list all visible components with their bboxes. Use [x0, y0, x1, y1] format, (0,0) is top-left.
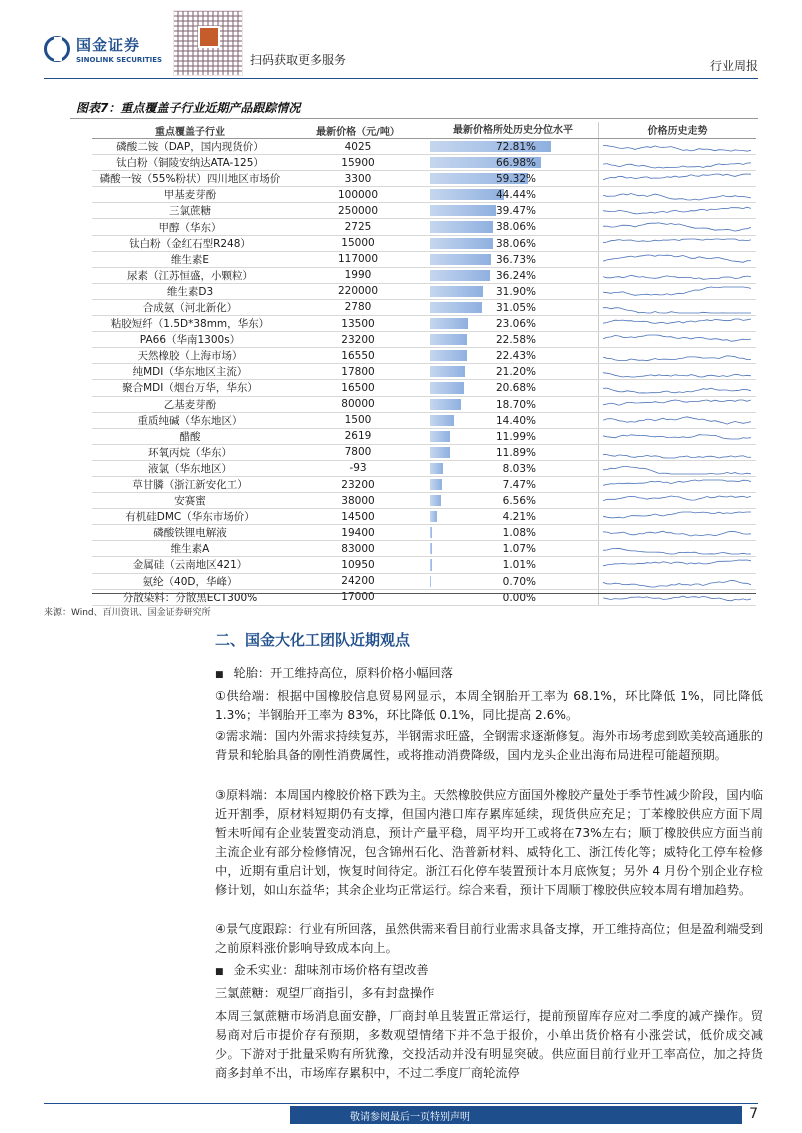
percentile-value: 31.90% — [495, 285, 536, 298]
percentile-value: 11.99% — [495, 430, 536, 443]
price-trend-cell — [598, 541, 756, 556]
latest-price: 24200 — [341, 575, 375, 588]
table-row — [92, 445, 756, 461]
percentile-cell — [428, 477, 598, 492]
percentile-cell — [428, 284, 598, 299]
price-trend-cell — [598, 509, 756, 524]
product-name: 尿素（江苏恒盛，小颗粒） — [127, 269, 253, 282]
trend-line — [603, 454, 751, 458]
trend-line — [603, 400, 751, 405]
para-prosperity: ④景气度跟踪：行业有所回落，虽然供需来看目前行业需求具备支撑，开工维持高位；但是盈利端受到之前原料涨价影响导致成本向上。 — [215, 922, 763, 955]
table-row — [92, 219, 756, 235]
product-name: 纯MDI（华东地区主流） — [132, 366, 248, 379]
col-header-name: 重点覆盖子行业 — [155, 126, 225, 138]
qr-center-logo — [198, 26, 220, 48]
product-name: 甲基麦芽酚 — [163, 189, 217, 202]
product-name: 磷酸二铵（DAP，国内现货价） — [116, 141, 264, 154]
table-row — [92, 284, 756, 300]
trend-line — [603, 319, 751, 324]
product-name: 钛白粉（金红石型R248） — [129, 237, 251, 250]
percentile-cell — [428, 348, 598, 363]
percentile-cell — [428, 574, 598, 589]
table-row — [92, 557, 756, 573]
percentile-cell — [428, 316, 598, 331]
price-trend-cell — [598, 268, 756, 283]
trend-sparkline — [603, 543, 751, 555]
table-row — [92, 268, 756, 284]
trend-sparkline — [603, 334, 751, 346]
percentile-cell — [428, 236, 598, 251]
latest-price: 23200 — [341, 478, 375, 491]
percentile-value: 8.03% — [502, 462, 536, 475]
percentile-bar — [430, 286, 483, 297]
trend-sparkline — [603, 382, 751, 394]
trend-sparkline — [603, 221, 751, 233]
price-trend-cell — [598, 187, 756, 202]
price-trend-cell — [598, 364, 756, 379]
figure-title: 图表7：重点覆盖子行业近期产品跟踪情况 — [76, 101, 301, 115]
percentile-value: 22.43% — [495, 350, 536, 363]
trend-line — [603, 223, 751, 231]
trend-sparkline — [603, 431, 751, 443]
table-row — [92, 461, 756, 477]
percentile-bar — [430, 238, 493, 249]
latest-price: 80000 — [341, 398, 375, 411]
header-divider — [44, 78, 758, 79]
trend-line — [603, 496, 751, 501]
percentile-cell — [428, 300, 598, 315]
percentile-value: 1.01% — [502, 559, 536, 572]
percentile-bar — [430, 431, 450, 442]
col-header-trend: 价格历史走势 — [598, 122, 756, 138]
footer-disclaimer: 敬请参阅最后一页特别声明 — [350, 1112, 470, 1123]
para-raw-material: ③原料端：本周国内橡胶价格下跌为主。天然橡胶供应方面国外橡胶产量处于季节性减少阶段，国内临近开割季，原材料短期仍有支撑，但国内港口库存累库延续，现货供应充足；丁苯橡胶供应方面下周暂未听闻有企业装置变动消息，预计产量平稳，周平均开工或将在73%左右；顺丁橡胶供应方面当前主流企业有部分检修情况，包含锦州石化、浩普新材料、威特化工、浙江传化等；威特化工停车检修中，近期有重启计划，恢复时间待定。浙江石化停车装置预计本月底恢复；另外 4 月份个别企业存检修计划，如山东益华；其余企业均正常运行。综合来看，预计下周顺丁橡胶供应较本周有增加趋势。 — [215, 788, 763, 897]
latest-price: 15900 — [341, 156, 375, 169]
percentile-value: 7.47% — [502, 478, 536, 491]
latest-price: 2780 — [344, 301, 372, 314]
price-trend-cell — [598, 348, 756, 363]
trend-sparkline — [603, 366, 751, 378]
percentile-cell — [428, 203, 598, 218]
price-trend-cell — [598, 171, 756, 186]
percentile-value: 6.56% — [502, 495, 536, 508]
product-name: 维生素E — [170, 253, 210, 266]
latest-price: 17000 — [341, 591, 375, 604]
table-row — [92, 332, 756, 348]
percentile-cell — [428, 187, 598, 202]
price-trend-cell — [598, 332, 756, 347]
latest-price: 17800 — [341, 365, 375, 378]
price-trend-cell — [598, 236, 756, 251]
logo-cn: 国金证券 — [76, 36, 141, 54]
percentile-value: 22.58% — [495, 334, 536, 347]
percentile-cell — [428, 461, 598, 476]
percentile-cell — [428, 380, 598, 395]
percentile-cell — [428, 429, 598, 444]
price-trend-cell — [598, 252, 756, 267]
percentile-cell — [428, 252, 598, 267]
trend-line — [603, 480, 751, 485]
latest-price: 1990 — [344, 269, 372, 282]
latest-price: 3300 — [344, 172, 372, 185]
trend-sparkline — [603, 447, 751, 459]
latest-price: 4025 — [344, 140, 372, 153]
price-trend-cell — [598, 493, 756, 508]
trend-line — [603, 512, 751, 518]
price-trend-cell — [598, 525, 756, 540]
figure-source: 来源：Wind、百川资讯、国金证券研究所 — [44, 608, 211, 618]
table-row — [92, 364, 756, 380]
bullet-tire-heading: ■ 轮胎：开工维持高位，原料价格小幅回落 — [215, 664, 763, 685]
trend-line — [603, 208, 751, 215]
percentile-value: 20.68% — [495, 382, 536, 395]
percentile-cell — [428, 525, 598, 540]
percentile-cell — [428, 219, 598, 234]
latest-price: 2619 — [344, 430, 372, 443]
trend-sparkline — [603, 205, 751, 217]
product-name: 金属硅（云南地区421） — [132, 559, 248, 572]
trend-sparkline — [603, 350, 751, 362]
latest-price: 1500 — [344, 414, 372, 427]
latest-price: 16550 — [341, 349, 375, 362]
price-trend-cell — [598, 477, 756, 492]
latest-price: 250000 — [337, 204, 379, 217]
table-row — [92, 493, 756, 509]
percentile-cell — [428, 171, 598, 186]
table-row — [92, 203, 756, 219]
percentile-bar — [430, 205, 496, 216]
percentile-value: 21.20% — [495, 366, 536, 379]
price-trend-cell — [598, 429, 756, 444]
trend-line — [603, 389, 751, 394]
section-title: 二、国金大化工团队近期观点 — [215, 631, 411, 649]
latest-price: -93 — [349, 462, 367, 475]
company-logo — [44, 34, 162, 64]
percentile-bar — [430, 479, 442, 490]
table-row — [92, 477, 756, 493]
trend-line — [603, 255, 751, 262]
percentile-value: 36.24% — [495, 269, 536, 282]
page-header — [0, 0, 802, 84]
bullet-jinhe-heading: ■ 金禾实业：甜味剂市场价格有望改善 — [215, 961, 763, 982]
percentile-bar — [430, 559, 432, 570]
percentile-bar — [430, 527, 432, 538]
percentile-bar — [430, 221, 493, 232]
latest-price: 13500 — [341, 317, 375, 330]
trend-line — [603, 163, 751, 168]
percentile-bar — [430, 270, 490, 281]
table-row — [92, 525, 756, 541]
percentile-bar — [430, 543, 432, 554]
trend-sparkline — [603, 415, 751, 427]
col-header-price: 最新价格（元/吨） — [316, 126, 400, 138]
table-row — [92, 380, 756, 396]
latest-price: 14500 — [341, 510, 375, 523]
trend-sparkline — [603, 189, 751, 201]
trend-line — [603, 194, 751, 201]
percentile-bar — [430, 399, 461, 410]
percentile-value: 66.98% — [495, 157, 536, 170]
price-trend-cell — [598, 139, 756, 154]
latest-price: 19400 — [341, 526, 375, 539]
percentile-value: 14.40% — [495, 414, 536, 427]
percentile-cell — [428, 268, 598, 283]
percentile-bar — [430, 511, 437, 522]
percentile-value: 38.06% — [495, 237, 536, 250]
trend-line — [603, 596, 751, 601]
table-row — [92, 348, 756, 364]
table-row — [92, 429, 756, 445]
percentile-bar — [430, 302, 482, 313]
industry-label: 行业周报 — [709, 59, 758, 73]
product-name: 环氧丙烷（华东） — [148, 446, 232, 459]
trend-line — [603, 466, 751, 474]
trend-line — [603, 308, 751, 313]
price-trend-cell — [598, 413, 756, 428]
latest-price: 38000 — [341, 494, 375, 507]
trend-sparkline — [603, 254, 751, 266]
product-name: 醋酸 — [179, 430, 201, 443]
percentile-cell — [428, 413, 598, 428]
product-name: PA66（华南1300s） — [139, 334, 241, 347]
percentile-cell — [428, 397, 598, 412]
product-name: 维生素A — [170, 543, 210, 556]
percentile-value: 11.89% — [495, 446, 536, 459]
table-row — [92, 155, 756, 171]
para-sucralose-heading: 三氯蔗糖：观望厂商指引，多有封盘操作 — [215, 986, 435, 1000]
product-name: 维生素D3 — [166, 285, 214, 298]
percentile-bar — [430, 318, 468, 329]
price-trend-cell — [598, 397, 756, 412]
product-name: 粘胶短纤（1.5D*38mm，华东） — [110, 318, 270, 331]
product-name: 重质纯碱（华东地区） — [137, 414, 243, 427]
table-row — [92, 236, 756, 252]
product-name: 乙基麦芽酚 — [163, 398, 217, 411]
trend-sparkline — [603, 238, 751, 250]
percentile-value: 4.21% — [502, 511, 536, 524]
percentile-cell — [428, 541, 598, 556]
percentile-bar — [430, 447, 450, 458]
trend-sparkline — [603, 559, 751, 571]
product-name: 磷酸铁锂电解液 — [153, 527, 227, 540]
product-name: 磷酸一铵（55%粉状）四川地区市场价 — [99, 173, 281, 186]
page-number: 7 — [749, 1106, 758, 1122]
table-row — [92, 171, 756, 187]
trend-line — [603, 287, 751, 295]
percentile-bar — [430, 382, 464, 393]
percentile-value: 36.73% — [495, 253, 536, 266]
trend-sparkline — [603, 286, 751, 298]
table-row — [92, 300, 756, 316]
trend-line — [603, 335, 751, 341]
trend-sparkline — [603, 302, 751, 314]
percentile-bar — [430, 189, 504, 200]
footer-divider — [44, 1103, 758, 1104]
percentile-cell — [428, 493, 598, 508]
table-row — [92, 574, 756, 590]
percentile-bar — [430, 254, 491, 265]
percentile-value: 0.00% — [502, 591, 536, 604]
product-name: 钛白粉（铜陵安纳达ATA-125） — [116, 157, 264, 170]
trend-sparkline — [603, 173, 751, 185]
trend-sparkline — [603, 511, 751, 523]
percentile-value: 18.70% — [495, 398, 536, 411]
trend-line — [603, 356, 751, 361]
product-tracking-table — [92, 122, 756, 606]
table-row — [92, 139, 756, 155]
trend-sparkline — [603, 527, 751, 539]
latest-price: 15000 — [341, 237, 375, 250]
product-name: 三氯蔗糖 — [169, 205, 211, 218]
product-name: 安赛蜜 — [174, 495, 206, 508]
latest-price: 23200 — [341, 333, 375, 346]
product-name: 合成氨（河北新化） — [142, 301, 238, 314]
col-header-pct: 最新价格所处历史分位水平 — [453, 125, 573, 136]
table-row — [92, 541, 756, 557]
percentile-cell — [428, 139, 598, 154]
latest-price: 100000 — [337, 188, 379, 201]
latest-price: 117000 — [337, 253, 379, 266]
latest-price: 7800 — [344, 446, 372, 459]
percentile-cell — [428, 590, 598, 605]
percentile-cell — [428, 332, 598, 347]
trend-line — [603, 174, 751, 180]
percentile-value: 31.05% — [495, 301, 536, 314]
para-sucralose: 本周三氯蔗糖市场消息面安静，厂商封单且装置正常运行，提前预留库存应对二季度的减产操作。贸易商对后市提价存有预期，多数观望情绪下并不急于报价，小单出货价格有小涨尝试，低价成交减少。下游对于批量采购有所犹豫，交投活动并没有明显突破。供应面目前行业开工率高位，加之持货商多封单不出，市场库存累积中，不过二季度厂商轮流停 — [215, 1009, 763, 1080]
price-trend-cell — [598, 574, 756, 589]
product-name: 有机硅DMC（华东市场价） — [125, 511, 255, 524]
percentile-bar — [430, 495, 441, 506]
trend-line — [603, 434, 751, 438]
latest-price: 10950 — [341, 558, 375, 571]
trend-line — [603, 531, 751, 536]
product-name: 天然橡胶（上海市场） — [137, 350, 243, 363]
price-trend-cell — [598, 380, 756, 395]
percentile-value: 44.44% — [495, 189, 536, 202]
table-row — [92, 316, 756, 332]
percentile-value: 59.32% — [495, 173, 536, 186]
trend-sparkline — [603, 270, 751, 282]
trend-line — [603, 373, 751, 377]
percentile-value: 39.47% — [495, 205, 536, 218]
percentile-value: 23.06% — [495, 318, 536, 331]
trend-sparkline — [603, 157, 751, 169]
latest-price: 83000 — [341, 542, 375, 555]
percentile-cell — [428, 155, 598, 170]
trend-line — [603, 275, 751, 279]
trend-sparkline — [603, 463, 751, 475]
latest-price: 220000 — [337, 285, 379, 298]
price-trend-cell — [598, 316, 756, 331]
price-trend-cell — [598, 284, 756, 299]
percentile-bar — [430, 334, 467, 345]
percentile-cell — [428, 557, 598, 572]
price-trend-cell — [598, 590, 756, 605]
product-name: 氨纶（40D，华峰） — [142, 575, 238, 588]
para-supply: ①供给端：根据中国橡胶信息贸易网显示，本周全钢胎开工率为 68.1%，环比降低 1%，同比降低 1.3%；半钢胎开工率为 83%，环比降低 0.1%，同比提高 2.6%。 — [215, 689, 763, 722]
trend-line — [603, 239, 751, 243]
product-name: 聚合MDI（烟台万华，华东） — [122, 382, 258, 395]
percentile-bar — [430, 415, 454, 426]
table-row — [92, 187, 756, 203]
price-trend-cell — [598, 461, 756, 476]
percentile-bar — [430, 463, 443, 474]
price-trend-cell — [598, 155, 756, 170]
product-name: 分散染料：分散黑ECT300% — [122, 591, 258, 604]
para-demand: ②需求端：国内外需求持续复苏，半钢需求旺盛，全钢需求逐渐修复。海外市场考虑到欧美较高通胀的背景和轮胎具备的刚性消费属性，或将推动消费降级，国内龙头企业出海布局进程可能超预期。 — [215, 729, 763, 762]
percentile-value: 72.81% — [495, 141, 536, 153]
product-name: 液氯（华东地区） — [148, 462, 232, 475]
scan-text: 扫码获取更多服务 — [250, 53, 347, 67]
percentile-cell — [428, 364, 598, 379]
table-row — [92, 413, 756, 429]
price-trend-cell — [598, 557, 756, 572]
trend-line — [603, 580, 751, 587]
price-trend-cell — [598, 445, 756, 460]
logo-mark-icon — [44, 36, 70, 62]
latest-price: 16500 — [341, 381, 375, 394]
percentile-cell — [428, 509, 598, 524]
percentile-bar — [430, 576, 431, 587]
percentile-value: 0.70% — [502, 575, 536, 588]
price-trend-cell — [598, 203, 756, 218]
trend-sparkline — [603, 399, 751, 411]
percentile-value: 1.08% — [502, 527, 536, 540]
trend-sparkline — [603, 576, 751, 588]
percentile-bar — [430, 350, 467, 361]
trend-line — [603, 416, 751, 423]
percentile-bar — [430, 366, 465, 377]
table-row — [92, 509, 756, 525]
trend-line — [603, 549, 751, 555]
logo-en: SINOLINK SECURITIES — [76, 56, 163, 64]
trend-sparkline — [603, 318, 751, 330]
percentile-value: 38.06% — [495, 221, 536, 234]
product-name: 草甘膦（浙江新安化工） — [132, 479, 248, 492]
percentile-cell — [428, 445, 598, 460]
trend-line — [603, 146, 751, 152]
figure-divider — [70, 118, 758, 119]
table-bottom-rule — [92, 593, 756, 594]
table-row — [92, 252, 756, 268]
price-trend-cell — [598, 300, 756, 315]
trend-sparkline — [603, 141, 751, 153]
latest-price: 2725 — [344, 221, 372, 234]
table-header — [92, 122, 756, 139]
trend-sparkline — [603, 495, 751, 507]
table-row — [92, 397, 756, 413]
trend-sparkline — [603, 479, 751, 491]
product-name: 甲醇（华东） — [158, 221, 222, 234]
price-trend-cell — [598, 219, 756, 234]
trend-line — [603, 560, 751, 566]
percentile-value: 1.07% — [502, 543, 536, 556]
